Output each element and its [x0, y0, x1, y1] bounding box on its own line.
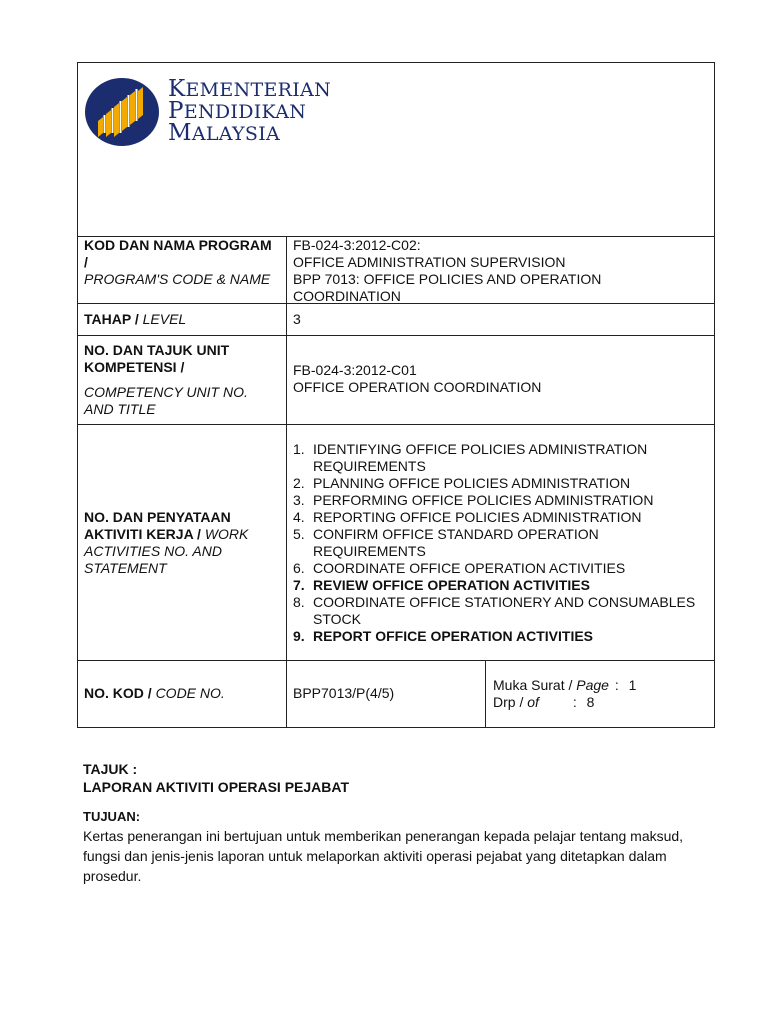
activity-text: CONFIRM OFFICE STANDARD OPERATION REQUIREMENTS — [313, 526, 599, 559]
activity-text: REPORT OFFICE OPERATION ACTIVITIES — [313, 628, 594, 644]
activity-text: COORDINATE OFFICE STATIONERY AND CONSUMABLES STOCK — [313, 594, 696, 627]
activity-number: 4. — [293, 509, 305, 525]
activity-number: 6. — [293, 560, 305, 576]
tajuk-label: TAJUK : — [83, 761, 138, 777]
activity-number: 9. — [293, 628, 305, 644]
activity-item — [293, 628, 708, 645]
activity-item — [293, 526, 708, 560]
page-total: Drp / of : 8 — [493, 694, 595, 710]
code-value: BPP7013/P(4/5) — [293, 685, 395, 701]
tajuk-section — [83, 760, 723, 796]
activity-item — [293, 560, 708, 577]
activity-text: PERFORMING OFFICE POLICIES ADMINISTRATION — [313, 492, 654, 508]
code-label: NO. KOD / CODE NO. — [84, 685, 225, 701]
unit-value: FB-024-3:2012-C01 OFFICE OPERATION COORDINATION — [293, 362, 542, 395]
header-cell — [78, 63, 714, 237]
code-row — [78, 661, 714, 728]
activity-text: PLANNING OFFICE POLICIES ADMINISTRATION — [313, 475, 631, 491]
level-row — [78, 304, 714, 336]
activity-text: IDENTIFYING OFFICE POLICIES ADMINISTRATION REQUIREMENTS — [313, 441, 648, 474]
activity-number: 3. — [293, 492, 305, 508]
activity-item — [293, 577, 708, 594]
activity-item — [293, 509, 708, 526]
activities-list — [293, 441, 708, 645]
unit-row — [78, 336, 714, 425]
activities-row — [78, 425, 714, 661]
activity-number: 7. — [293, 577, 305, 593]
unit-label: NO. DAN TAJUK UNIT KOMPETENSI / COMPETENCY UNIT NO. AND TITLE — [84, 342, 248, 417]
activity-text: COORDINATE OFFICE OPERATION ACTIVITIES — [313, 560, 626, 576]
activity-number: 8. — [293, 594, 305, 610]
activity-item — [293, 492, 708, 509]
activity-number: 1. — [293, 441, 305, 457]
tujuan-label: TUJUAN: — [83, 809, 141, 824]
tujuan-section — [83, 808, 723, 886]
activities-label: NO. DAN PENYATAAN AKTIVITI KERJA / WORK ACTIVITIES NO. AND STATEMENT — [84, 509, 249, 576]
page-number: Muka Surat / Page : 1 — [493, 677, 637, 693]
program-label: KOD DAN NAMA PROGRAM / PROGRAM'S CODE & NAME — [84, 237, 272, 287]
activity-text: REVIEW OFFICE OPERATION ACTIVITIES — [313, 577, 590, 593]
tujuan-text: Kertas penerangan ini bertujuan untuk memberikan penerangan kepada pelajar tentang maksud, fungsi dan jenis-jenis laporan untuk melaporkan aktiviti operasi pejabat yang ditetapkan dalam prosedur. — [83, 828, 684, 884]
info-table — [77, 62, 715, 728]
activity-text: REPORTING OFFICE POLICIES ADMINISTRATION — [313, 509, 642, 525]
activities-list-wrap — [293, 441, 708, 645]
page-info — [493, 677, 636, 711]
activity-number: 2. — [293, 475, 305, 491]
ministry-logo-icon — [84, 77, 160, 147]
program-row — [78, 237, 714, 304]
activity-item — [293, 594, 708, 628]
activity-number: 5. — [293, 526, 305, 542]
activity-item — [293, 441, 708, 475]
ministry-name: KEMENTERIAN PENDIDIKAN MALAYSIA — [168, 76, 332, 146]
program-value: FB-024-3:2012-C02: OFFICE ADMINISTRATION SUPERVISION BPP 7013: OFFICE POLICIES AND OPERATION COORDINATION — [293, 237, 602, 304]
level-label: TAHAP / LEVEL — [84, 311, 187, 327]
level-value: 3 — [293, 311, 301, 327]
tajuk-title: LAPORAN AKTIVITI OPERASI PEJABAT — [83, 779, 350, 795]
activity-item — [293, 475, 708, 492]
